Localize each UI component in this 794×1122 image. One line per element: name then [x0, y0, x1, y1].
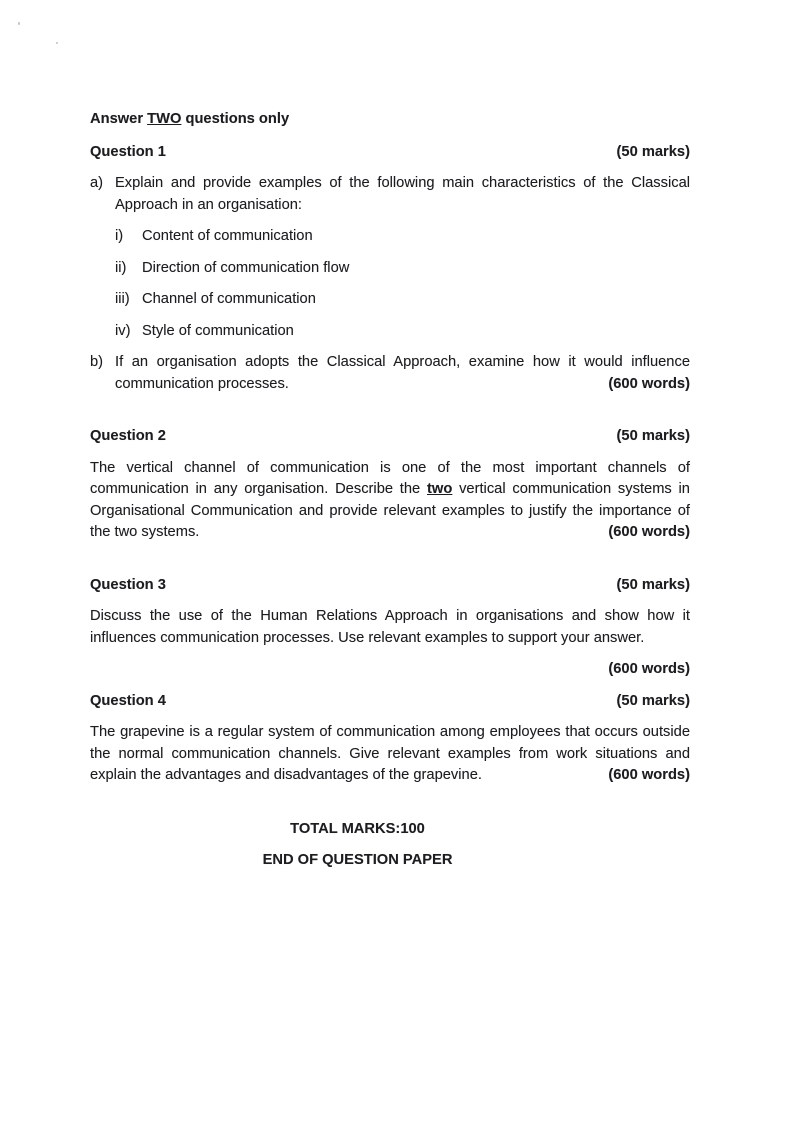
question-1-heading: [90, 142, 690, 164]
sublist-item-iii: [115, 289, 690, 311]
instruction-post: questions only: [181, 111, 290, 127]
answer-instruction: [90, 109, 690, 131]
question-1-marks: (50 marks): [616, 143, 690, 160]
part-a-label: a): [90, 175, 104, 191]
instruction-emphasis: TWO: [147, 111, 182, 127]
part-b-label: b): [90, 354, 104, 370]
question-1-section: [90, 142, 690, 396]
question-3-heading: [90, 575, 690, 597]
question-1-part-a: [90, 173, 690, 216]
sublist-label-ii: ii): [115, 259, 127, 276]
paper-footer: [90, 819, 690, 872]
question-4-section: [90, 691, 690, 787]
question-2-title: Question 2: [90, 428, 166, 444]
sublist-label-iv: iv): [115, 322, 131, 339]
question-3-title: Question 3: [90, 576, 166, 593]
question-3-marks: (50 marks): [616, 576, 690, 593]
question-3-body: Discuss the use of the Human Relations Approach in organisations and show how it influences communication processes. Use relevant examples to support your answer.: [90, 608, 690, 646]
question-4-title: Question 4: [90, 692, 166, 709]
sublist-item-ii: [115, 258, 690, 280]
question-2-marks: (50 marks): [616, 428, 690, 444]
question-1-title: Question 1: [90, 143, 166, 160]
instruction-pre: Answer: [90, 111, 148, 127]
scan-artifact: [56, 42, 58, 44]
question-1-sublist: [115, 226, 690, 342]
question-4-body: [90, 722, 690, 787]
part-b-body: If an organisation adopts the Classical Approach, examine how it would influence communication processes.: [115, 354, 690, 392]
total-marks: TOTAL MARKS:100: [290, 820, 425, 837]
question-2-word-limit: (600 words): [602, 522, 690, 544]
question-3-word-limit: (600 words): [608, 661, 690, 677]
question-4-body-text: The grapevine is a regular system of communication among employees that occurs outside the normal communication channels. Give relevant examples from work situations and explain the advantages and disadvantages of the grapevine.: [90, 724, 690, 783]
question-2-heading: [90, 426, 690, 448]
question-4-word-limit: (600 words): [602, 765, 690, 787]
sublist-label-i: i): [115, 228, 124, 244]
question-2-section: [90, 426, 690, 544]
sublist-label-iii: iii): [115, 291, 130, 307]
question-2-body-post: vertical communication systems in Organisational Communication and provide relevant examples to justify the importance of the two systems.: [90, 481, 690, 540]
question-1-part-b: [90, 352, 690, 395]
end-of-paper: END OF QUESTION PAPER: [262, 852, 453, 868]
question-4-marks: (50 marks): [616, 692, 690, 709]
sublist-item-i: [115, 226, 690, 248]
question-4-heading: [90, 691, 690, 713]
question-2-body-pre: The vertical channel of communication is one of the most important channels of communication in any organisation. Describe the: [90, 459, 690, 497]
sublist-text-iv: Style of communication: [142, 322, 294, 339]
sublist-text-iii: Channel of communication: [142, 291, 316, 307]
question-2-body-emphasis: two: [427, 481, 453, 497]
page-content: [90, 109, 690, 882]
part-b-word-limit: (600 words): [602, 374, 690, 396]
part-a-text: Explain and provide examples of the following main characteristics of the Classical Approach in an organisation:: [115, 175, 690, 213]
sublist-item-iv: [115, 321, 690, 343]
question-2-body: [90, 458, 690, 544]
part-b-text: [115, 352, 690, 395]
sublist-text-i: Content of communication: [142, 228, 313, 244]
sublist-text-ii: Direction of communication flow: [142, 259, 350, 276]
question-3-section: [90, 575, 690, 681]
scan-artifact: [18, 22, 20, 25]
